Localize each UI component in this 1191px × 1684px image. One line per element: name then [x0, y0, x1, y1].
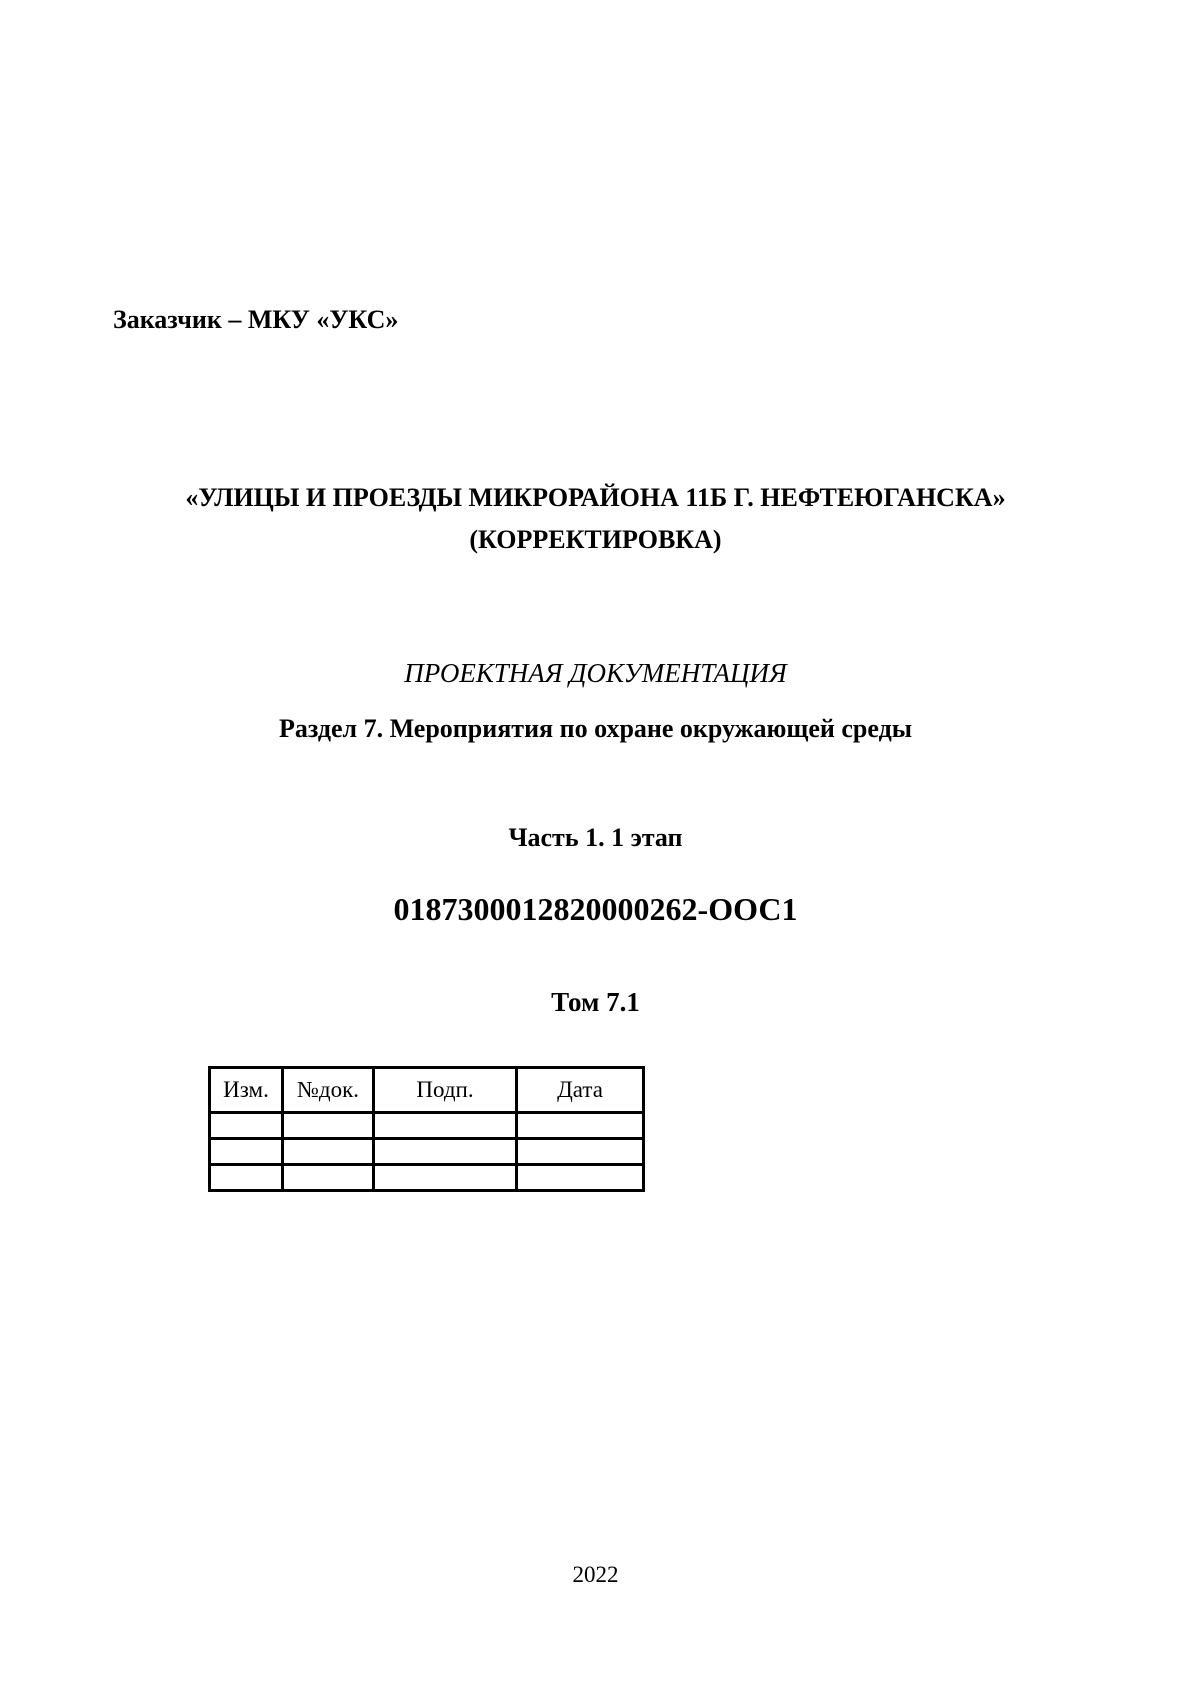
- table-row: [210, 1165, 644, 1191]
- table-cell: [374, 1113, 517, 1139]
- table-row: [210, 1113, 644, 1139]
- table-cell: [210, 1139, 283, 1165]
- customer-line: Заказчик – МКУ «УКС»: [113, 305, 399, 334]
- table-cell: [283, 1113, 374, 1139]
- header-cell-signature: Подп.: [374, 1068, 517, 1113]
- header-cell-doc-number: №док.: [283, 1068, 374, 1113]
- table-cell: [517, 1165, 644, 1191]
- table-cell: [283, 1165, 374, 1191]
- table-cell: [374, 1139, 517, 1165]
- revisions-table: [208, 1066, 645, 1192]
- volume-number: Том 7.1: [551, 987, 640, 1017]
- header-cell-date: Дата: [517, 1068, 644, 1113]
- table-cell: [210, 1113, 283, 1139]
- table-cell: [517, 1139, 644, 1165]
- table-cell: [374, 1165, 517, 1191]
- table-cell: [517, 1113, 644, 1139]
- table-row: [210, 1139, 644, 1165]
- revisions-header-row: [210, 1068, 644, 1113]
- year: 2022: [572, 1562, 619, 1587]
- document-code: 0187300012820000262-ООС1: [393, 891, 798, 927]
- project-title-line-2: (КОРРЕКТИРОВКА): [469, 525, 722, 554]
- section-title: Раздел 7. Мероприятия по охране окружающей среды: [278, 714, 913, 743]
- project-title-line-1: «УЛИЦЫ И ПРОЕЗДЫ МИКРОРАЙОНА 11Б Г. НЕФТЕЮГАНСКА»: [185, 483, 1006, 512]
- part-title: Часть 1. 1 этап: [508, 823, 683, 852]
- header-cell-change: Изм.: [210, 1068, 283, 1113]
- document-type: ПРОЕКТНАЯ ДОКУМЕНТАЦИЯ: [404, 658, 787, 688]
- project-title: [0, 477, 1191, 561]
- table-cell: [283, 1139, 374, 1165]
- table-cell: [210, 1165, 283, 1191]
